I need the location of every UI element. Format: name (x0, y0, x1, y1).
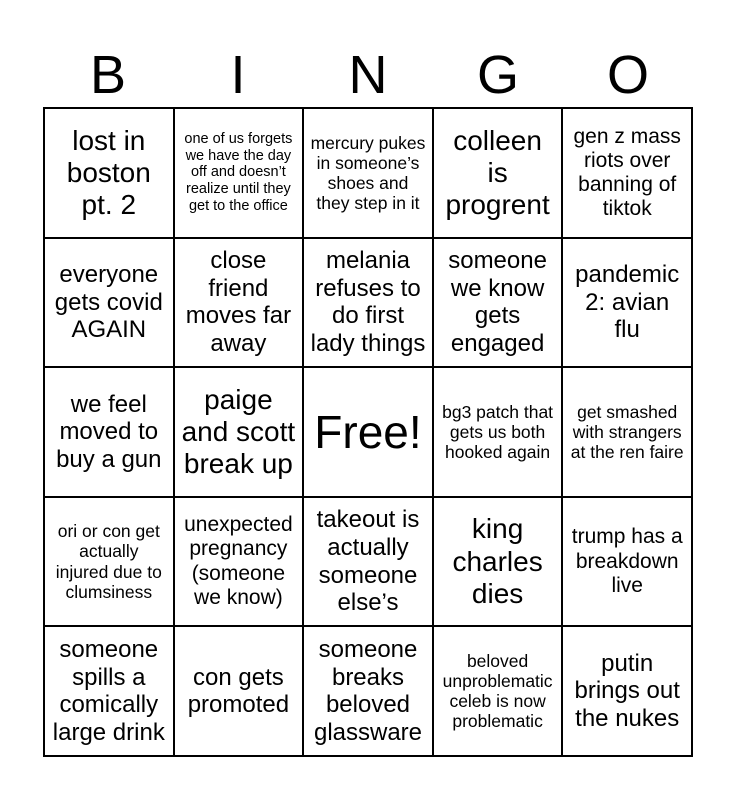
bingo-cell[interactable] (44, 238, 174, 368)
bingo-cell[interactable] (562, 108, 692, 238)
cell-text: con gets promoted (187, 663, 290, 719)
bingo-board (43, 107, 693, 757)
cell-text: gen z mass riots over banning of tiktok (573, 124, 681, 220)
bingo-cell[interactable] (303, 497, 433, 627)
cell-text: unexpected pregnancy (someone we know) (184, 513, 293, 609)
cell-text: one of us forgets we have the day off and doesn’t realize until they get to the office (184, 131, 293, 214)
cell-text: someone spills a comically large drink (52, 636, 165, 746)
bingo-cell[interactable] (562, 238, 692, 368)
bingo-cell[interactable] (174, 238, 304, 368)
header-letter-g: G (476, 45, 519, 105)
bingo-cell[interactable] (303, 108, 433, 238)
bingo-cell[interactable] (562, 497, 692, 627)
cell-text: colleen is progrent (445, 124, 550, 220)
free-text: Free! (314, 405, 422, 458)
cell-text: close friend moves far away (185, 247, 292, 357)
header-letter-o: O (606, 45, 649, 105)
header-letter-b: B (89, 45, 127, 105)
bingo-cell[interactable] (562, 626, 692, 756)
cell-text: melania refuses to do first lady things (310, 247, 426, 357)
cell-text: someone breaks beloved glassware (313, 636, 423, 746)
header-letter-i: I (230, 45, 246, 105)
header-letter-n: N (348, 45, 388, 105)
bingo-cell[interactable] (44, 108, 174, 238)
bingo-cell[interactable] (433, 108, 563, 238)
cell-text: everyone gets covid AGAIN (54, 261, 163, 344)
bingo-cell[interactable] (174, 626, 304, 756)
cell-text: beloved unproblematic celeb is now problematic (442, 650, 553, 732)
bingo-cell[interactable] (44, 367, 174, 497)
cell-text: takeout is actually someone else’s (316, 506, 420, 617)
cell-text: pandemic 2: avian flu (575, 261, 680, 344)
cell-text: ori or con get actually injured due to clumsiness (55, 521, 162, 602)
cell-text: putin brings out the nukes (574, 649, 680, 732)
bingo-cell[interactable] (44, 626, 174, 756)
cell-text: paige and scott break up (181, 383, 296, 480)
bingo-cell[interactable] (433, 238, 563, 368)
bingo-cell[interactable] (303, 238, 433, 368)
bingo-cell[interactable] (174, 367, 304, 497)
cell-text: trump has a breakdown live (571, 525, 683, 597)
cell-text: mercury pukes in someone’s shoes and they step in it (310, 132, 426, 213)
free-cell[interactable] (303, 367, 433, 497)
cell-text: bg3 patch that gets us both hooked again (442, 401, 554, 463)
cell-text: we feel moved to buy a gun (56, 390, 162, 473)
bingo-cell[interactable] (562, 367, 692, 497)
bingo-cell[interactable] (433, 497, 563, 627)
bingo-cell[interactable] (433, 626, 563, 756)
bingo-cell[interactable] (433, 367, 563, 497)
bingo-cell[interactable] (174, 497, 304, 627)
bingo-cell[interactable] (44, 497, 174, 627)
cell-text: king charles dies (452, 513, 543, 609)
bingo-cell[interactable] (174, 108, 304, 238)
cell-text: lost in boston pt. 2 (66, 124, 151, 220)
cell-text: get smashed with strangers at the ren faire (570, 401, 684, 463)
bingo-cell[interactable] (303, 626, 433, 756)
bingo-header (43, 40, 693, 110)
cell-text: someone we know gets engaged (448, 247, 547, 357)
